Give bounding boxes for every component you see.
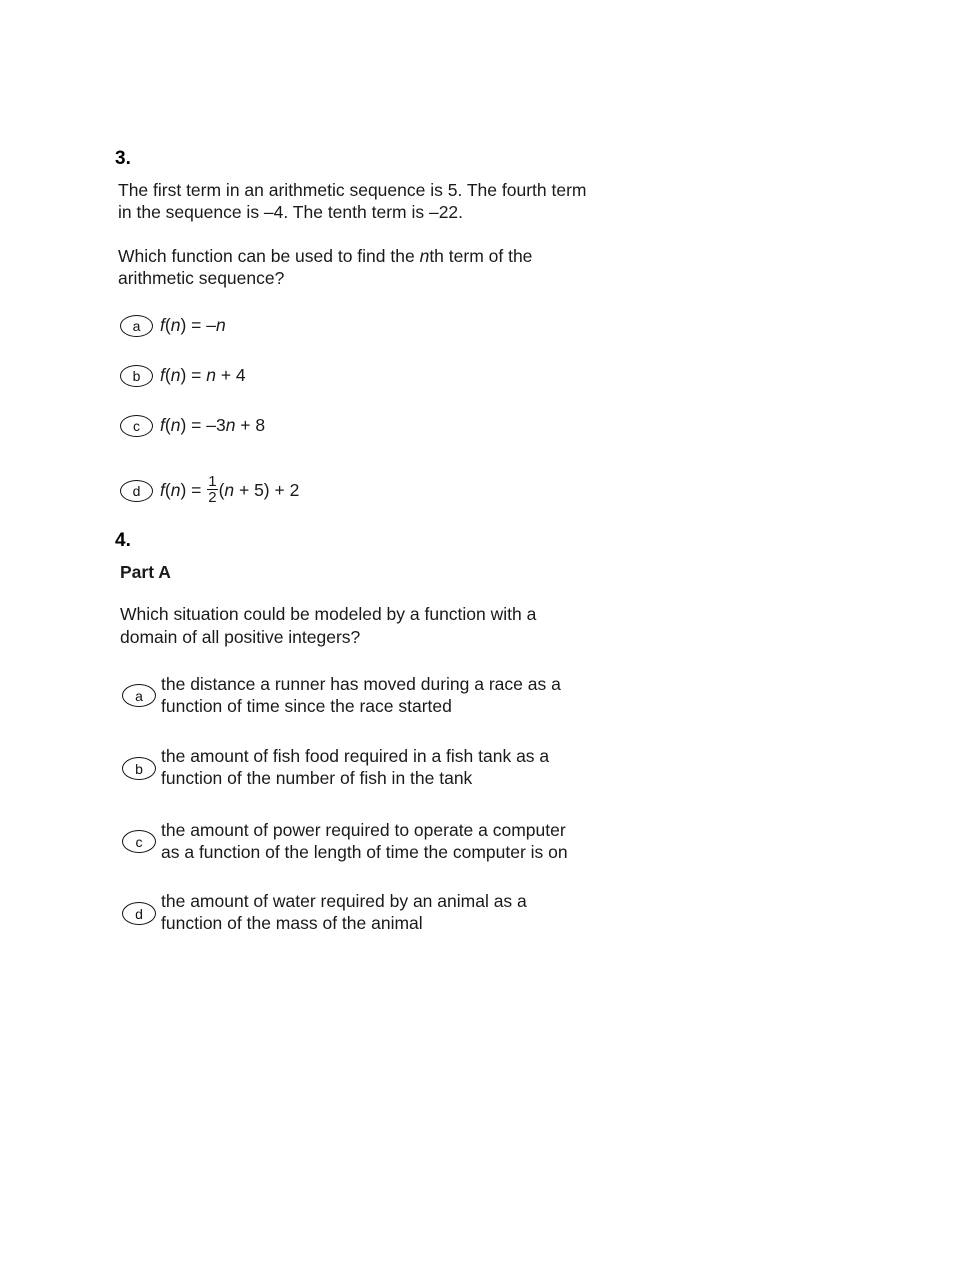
fraction-numerator: 1 <box>208 472 217 490</box>
var-n: n <box>170 479 181 500</box>
tail: + 4 <box>215 365 246 385</box>
operator: ) = – <box>180 315 216 335</box>
paren: ( <box>164 479 171 500</box>
prompt-text-post: th term of the <box>429 246 533 266</box>
question-4-prompt <box>120 603 536 649</box>
prompt-variable-n: n <box>419 246 430 266</box>
question-4-part-label: Part A <box>120 562 171 582</box>
func-name: f <box>160 365 165 385</box>
q4-option-b-bubble[interactable]: b <box>122 757 156 780</box>
tail: + 8 <box>235 415 266 435</box>
question-3-prompt-line-1 <box>118 245 532 267</box>
q4-option-b-text <box>161 745 549 789</box>
fraction-denominator: 2 <box>208 488 217 506</box>
question-3-stem-line-1: The first term in an arithmetic sequence is 5. The fourth term <box>118 180 587 200</box>
q4-option-d-text <box>161 890 527 934</box>
q4-option-d-bubble[interactable]: d <box>122 902 156 925</box>
paren-open: ( <box>218 479 225 500</box>
operator: ) = <box>180 479 207 500</box>
question-3-number: 3. <box>115 148 131 169</box>
question-3-prompt <box>118 245 532 289</box>
question-4-prompt-line-2: domain of all positive integers? <box>120 627 361 647</box>
question-4-prompt-line-1: Which situation could be modeled by a function with a <box>120 604 537 624</box>
var-n: n <box>170 415 181 435</box>
question-3-stem <box>118 179 586 223</box>
question-4-number: 4. <box>115 530 131 551</box>
paren: ( <box>164 315 171 335</box>
var-n: n <box>225 415 236 435</box>
q3-option-a-bubble[interactable]: a <box>120 315 153 337</box>
question-3-stem-line-2: in the sequence is –4. The tenth term is –22. <box>118 202 464 222</box>
q4-option-a-bubble[interactable]: a <box>122 684 156 707</box>
var-n: n <box>224 479 235 500</box>
question-3-prompt-line-2: arithmetic sequence? <box>118 268 285 288</box>
q3-option-d-bubble[interactable]: d <box>120 480 153 502</box>
fraction-one-half <box>207 474 217 505</box>
option-line-1: the amount of water required by an animal as a <box>161 891 527 911</box>
option-line-1: the amount of power required to operate a computer <box>161 820 566 840</box>
prompt-text-pre: Which function can be used to find the <box>118 246 420 266</box>
q3-option-a-text <box>160 315 226 336</box>
paren: ( <box>164 415 171 435</box>
func-name: f <box>160 479 165 500</box>
q4-option-c-bubble[interactable]: c <box>122 830 156 853</box>
option-line-1: the distance a runner has moved during a race as a <box>161 674 561 694</box>
q4-option-c-text <box>161 819 568 863</box>
operator: ) = –3 <box>180 415 226 435</box>
func-name: f <box>160 315 165 335</box>
option-line-2: function of the number of fish in the tank <box>161 768 473 788</box>
q3-option-b-text <box>160 365 246 386</box>
q3-option-d-text <box>160 472 299 508</box>
option-line-1: the amount of fish food required in a fish tank as a <box>161 746 550 766</box>
q3-option-c-bubble[interactable]: c <box>120 415 153 437</box>
q4-option-a-text <box>161 673 561 717</box>
paren: ( <box>164 365 171 385</box>
func-name: f <box>160 415 165 435</box>
var-n: n <box>170 315 181 335</box>
var-n: n <box>170 365 181 385</box>
q3-option-c-text <box>160 415 265 436</box>
var-n: n <box>206 365 216 385</box>
option-line-2: as a function of the length of time the computer is on <box>161 842 568 862</box>
option-line-2: function of time since the race started <box>161 696 452 716</box>
option-line-2: function of the mass of the animal <box>161 913 423 933</box>
operator: ) = <box>180 365 207 385</box>
var-n: n <box>215 315 226 335</box>
tail: + 5) + 2 <box>234 479 300 500</box>
q3-option-b-bubble[interactable]: b <box>120 365 153 387</box>
